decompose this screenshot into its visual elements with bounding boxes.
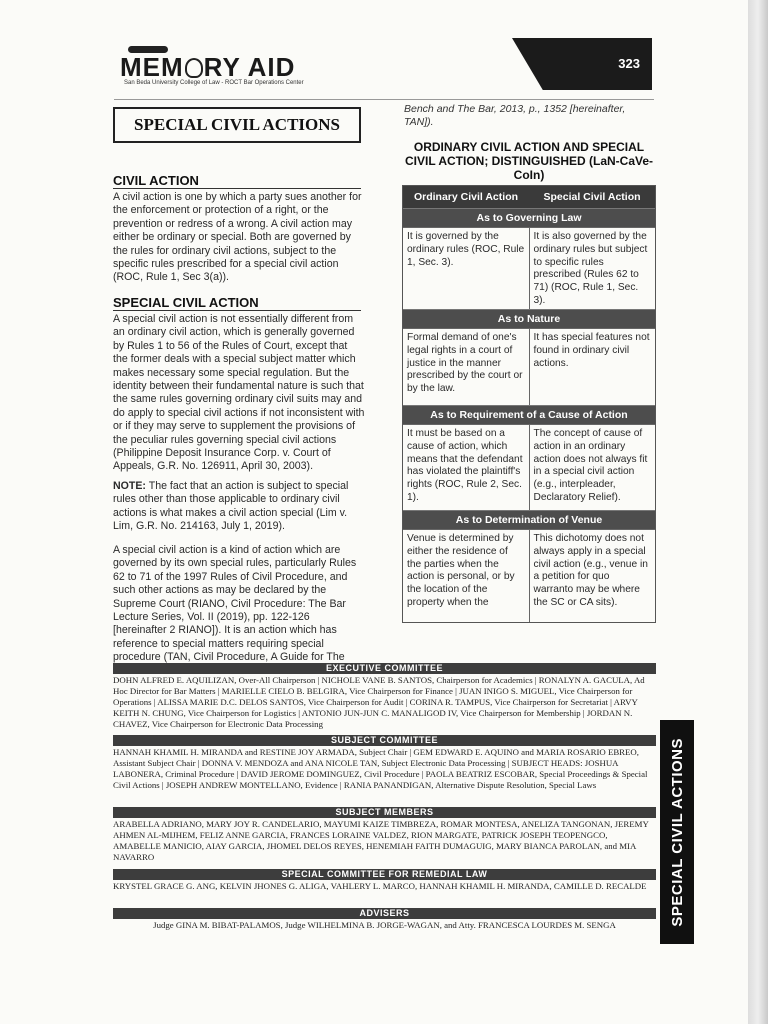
- ordinary-governing-law: It is governed by the ordinary rules (ROC, Rule 1, Sec. 3).: [407, 231, 525, 268]
- section-venue: As to Determination of Venue: [403, 510, 655, 529]
- special-civil-action-text: A special civil action is not essentially different from an ordinary civil action, which is generally governed by Rules 1 to 56 of the Rules of Court, except that the former deals with a special subject matter which makes necessary some special regulation. But the identity between their fundamental nature is such that the same rules governing ordinary civil suits may and do apply to special civil actions if not inconsistent with or if they may serve to supplement the provisions of the peculiar rules governing special civil actions (Philippine Deposit Insurance Corp. v. Court of Appeals, G.R. No. 126911, April 30, 2003).: [113, 313, 365, 473]
- section-cause-of-action: As to Requirement of a Cause of Action: [403, 405, 655, 424]
- column-header-ordinary: Ordinary Civil Action: [413, 191, 519, 203]
- table-row: [403, 328, 655, 405]
- civil-action-heading: CIVIL ACTION: [113, 173, 361, 189]
- comparison-heading: ORDINARY CIVIL ACTION AND SPECIAL CIVIL ACTION; DISTINGUISHED (LaN-CaVe-CoIn): [404, 140, 654, 182]
- lightbulb-icon: [185, 58, 203, 78]
- special-action-kind-text: A special civil action is a kind of action which are governed by its own special rules, particularly Rules 62 to 71 of the 1997 Rules of Civil Procedure, and such other actions as may be declared by the Supreme Court (RIANO, Civil Procedure: The Bar Lecture Series, Vol. II (2019), pp. 122-126 [hereinafter 2 RIANO]). It is an action which has reference to special matters requiring special procedure (TAN, Civil Procedure, A Guide for The: [113, 544, 357, 664]
- section-governing-law: As to Governing Law: [403, 208, 655, 227]
- logo-subtitle: San Beda University College of Law - ROCT Bar Operations Center: [124, 80, 304, 86]
- scan-edge: [748, 0, 768, 1024]
- section-nature: As to Nature: [403, 309, 655, 328]
- section-title-box: [113, 107, 361, 143]
- chapter-side-label: SPECIAL CIVIL ACTIONS: [668, 737, 686, 927]
- special-governing-law: It is also governed by the ordinary rules but subject to specific rules prescribed (Rules 62 to 71) (ROC, Rule 1, Sec. 3).: [529, 228, 656, 309]
- header-rule: [114, 99, 654, 100]
- ordinary-nature: Formal demand of one's legal rights in a court of justice in the manner prescribed by the court or by the law.: [407, 332, 523, 395]
- continued-citation: Bench and The Bar, 2013, p., 1352 [hereinafter, TAN]).: [404, 103, 626, 128]
- special-civil-action-heading: SPECIAL CIVIL ACTION: [113, 295, 361, 311]
- logo-title: MEM RY AID: [120, 52, 296, 82]
- special-committee-bar: SPECIAL COMMITTEE FOR REMEDIAL LAW: [113, 869, 656, 880]
- subject-committee-bar: SUBJECT COMMITTEE: [113, 735, 656, 746]
- subject-committee-text: HANNAH KHAMIL H. MIRANDA and RESTINE JOY ARMADA, Subject Chair | GEM EDWARD E. AQUINO and MARIA ROSARIO EBREO, Assistant Subject Chair | DONNA V. MENDOZA and ANA NICOLE TAN, Subject Electronic Data Processing | SUBJECT HEADS: JOSHUA LABONERA, Criminal Procedure | DAVID JEROME DOMINGUEZ, Civil Procedure | PAOLA BEATRIZ ESCOBAR, Special Proceedings & Special Civil Actions | JOSEPH ANDREW MONTELLANO, Evidence | RANIA PANANDIGAN, Alternative Dispute Resolution, Special Laws: [113, 747, 648, 790]
- civil-action-text: A civil action is one by which a party sues another for the enforcement or protection of a right, or the prevention or redress of a wrong. A civil action may either be ordinary or special. Both are governed by the rules for ordinary civil actions, subject to the specific rules prescribed for a special civil action (ROC, Rule 1, Sec 3(a)).: [113, 191, 362, 284]
- section-title: SPECIAL CIVIL ACTIONS: [134, 115, 340, 134]
- table-row: [403, 424, 655, 510]
- executive-committee-text: DOHN ALFRED E. AQUILIZAN, Over-All Chairperson | NICHOLE VANE B. SANTOS, Chairperson for Academics | RONALYN A. GACULA, Ad Hoc Director for Bar Matters | MARIELLE CIELO B. BELGIRA, Vice Chairperson for Finance | JUAN INIGO S. MIGUEL, Vice Chairperson for Operations | ALISSA MARIE D.C. DELOS SANTOS, Vice Chairperson for Audit | CORINA R. TAMPUS, Vice Chairperson for Secretariat | ARVY KEITH N. CHUNG, Vice Chairperson for Logistics | ANTONIO JUN-JUN C. MANALIGOD IV, Vice Chairperson for Membership | JORDAN N. CHAVEZ, Vice Chairperson for Electronic Data Processing: [113, 675, 645, 729]
- subject-members-text: ARABELLA ADRIANO, MARY JOY R. CANDELARIO, MAYUMI KAIZE TIMBREZA, ROMAR MONTESA, ANELIZA TANGONAN, JEREMY AHMEN AL-MIJHEM, FELIZ ANNE GARCIA, FRANCES LORAINE VALDEZ, RION MARGATE, PATRICK JOSEPH TEOPENGCO, AMABELLE MANICIO, AIAY GARCIA, JHOMEL DELOS REYES, HENEMIAH FAITH DUMAGUIG, MARY BIANCA PAROLAN, and MIA NAVARRO: [113, 819, 649, 862]
- table-header: [403, 186, 655, 208]
- special-committee-text: KRYSTEL GRACE G. ANG, KELVIN JHONES G. ALIGA, VAHLERY L. MARCO, HANNAH KHAMIL H. MIRANDA, CAMILLE D. RECALDE: [113, 881, 647, 891]
- table-row: [403, 227, 655, 309]
- column-header-special: Special Civil Action: [543, 191, 641, 203]
- note-text: The fact that an action is subject to special rules other than those applicable to ordinary civil actions is what makes a civil action special (Lim v. Lim, G.R. No. 214163, July 1, 2019).: [113, 480, 349, 533]
- note-label: NOTE:: [113, 480, 146, 492]
- advisers-text: Judge GINA M. BIBAT-PALAMOS, Judge WILHELMINA B. JORGE-WAGAN, and Atty. FRANCESCA LOURDES M. SENGA: [153, 920, 616, 930]
- chapter-side-label-wrap: [660, 720, 694, 944]
- ordinary-cause-of-action: It must be based on a cause of action, which means that the defendant has violated the plaintiff's rights (ROC, Rule 2, Sec. 1).: [407, 428, 523, 503]
- special-venue: This dichotomy does not always apply in a special civil action (e.g., venue in a petition for quo warranto may be where the SC or CA sits).: [529, 530, 656, 622]
- table-row: [403, 529, 655, 622]
- advisers-bar: ADVISERS: [113, 908, 656, 919]
- subject-members-bar: SUBJECT MEMBERS: [113, 807, 656, 818]
- executive-committee-bar: EXECUTIVE COMMITTEE: [113, 663, 656, 674]
- comparison-table: [402, 185, 656, 623]
- note-paragraph: [113, 480, 365, 534]
- page-number: 323: [618, 56, 640, 71]
- special-nature: It has special features not found in ordinary civil actions.: [529, 329, 656, 405]
- special-cause-of-action: The concept of cause of action in an ordinary action does not always fit in a special civil action (e.g., interpleader, Declaratory Relief).: [529, 425, 656, 510]
- ordinary-venue: Venue is determined by either the residence of the parties when the action is personal, or by the location of the property when the: [407, 533, 515, 608]
